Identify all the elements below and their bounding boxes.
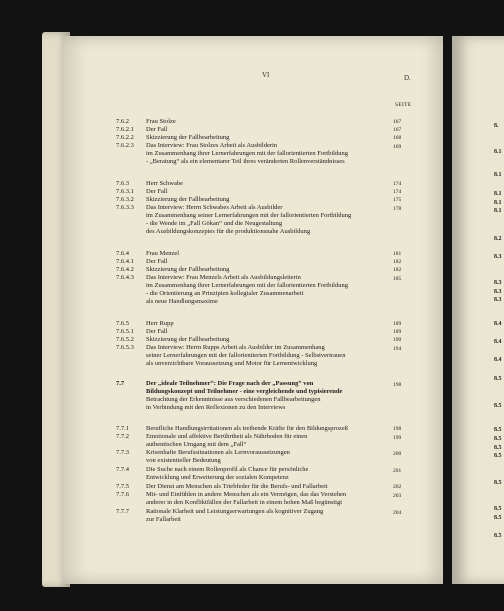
- toc-entry-title-line: Bildungskonzept und Teilnehmer - eine vergleichende und typisierende: [146, 388, 343, 395]
- toc-entry-title-line: Entwicklung und Erweiterung der sozialen Kompetenz: [146, 474, 289, 481]
- toc-entry-page-number: 198: [393, 426, 402, 432]
- toc-entry-page-number: 167: [393, 127, 402, 133]
- right-page-section-number: 8.2: [494, 236, 502, 242]
- book-page-right: [452, 36, 504, 584]
- right-page-section-number: 8.5: [494, 376, 502, 382]
- toc-entry-number: 7.6.3.1: [116, 188, 134, 195]
- toc-entry-title-line: als neue Handlungsmaxime: [146, 298, 218, 305]
- right-page-section-number: 8.4: [494, 321, 502, 327]
- toc-entry-page-number: 203: [393, 493, 402, 499]
- toc-entry-page-number: 181: [393, 251, 402, 257]
- column-header-seite: SEITE: [395, 102, 412, 108]
- toc-entry-page-number: 175: [393, 197, 402, 203]
- toc-entry-number: 7.7: [116, 380, 125, 387]
- toc-entry-title-line: Der Fall: [146, 188, 168, 195]
- toc-entry-number: 7.7.7: [116, 508, 129, 515]
- toc-entry-title-line: Skizzierung der Fallbearbeitung: [146, 134, 230, 141]
- right-page-section-number: 8.: [494, 123, 499, 129]
- toc-entry-title-line: in Verbindung mit den Reflexionen zu den Interviews: [146, 404, 286, 411]
- toc-entry-page-number: 190: [393, 337, 402, 343]
- toc-entry-number: 7.6.5.1: [116, 328, 134, 335]
- toc-entry-page-number: 204: [393, 510, 402, 516]
- toc-entry-number: 7.6.2.1: [116, 126, 134, 133]
- toc-entry-number: 7.7.2: [116, 433, 129, 440]
- toc-entry-title-line: im Zusammenhang ihrer Lernerfahrungen mit der fallorientierten Fortbildung: [146, 150, 348, 157]
- toc-entry-page-number: 182: [393, 267, 402, 273]
- right-page-section-number: 8.1: [494, 172, 502, 178]
- toc-entry-title-line: authentischen Umgang mit dem „Fall“: [146, 441, 247, 448]
- toc-entry-page-number: 198: [393, 382, 402, 388]
- toc-entry-title-line: des Ausbildungskonzeptes für die produktionsnahe Ausbildung: [146, 228, 311, 235]
- toc-entry-title-line: - die Orientierung an Prinzipien kollegialer Zusammenarbeit: [146, 290, 304, 297]
- toc-entry-number: 7.6.4: [116, 250, 129, 257]
- toc-entry-title-line: von existentieller Bedeutung: [146, 457, 221, 464]
- toc-entry-title-line: Der „ideale Teilnehmer“: Die Frage nach der „Passung“ von: [146, 380, 314, 387]
- toc-entry-number: 7.7.5: [116, 483, 129, 490]
- toc-entry-page-number: 201: [393, 468, 402, 474]
- toc-entry-title-line: anderer in den Konfliktfällen der Fallarbeit in einem hohen Maß begünstigt: [146, 499, 343, 506]
- toc-entry-page-number: 202: [393, 484, 402, 490]
- toc-entry-page-number: 182: [393, 259, 402, 265]
- right-page-section-number: 8.3: [494, 280, 502, 286]
- right-page-section-number: 8.1: [494, 208, 502, 214]
- page-number-roman: VI: [262, 71, 270, 79]
- toc-entry-title-line: Skizzierung der Fallbearbeitung: [146, 266, 230, 273]
- toc-entry-title-line: Herr Rupp: [146, 320, 174, 327]
- toc-entry-title-line: seiner Lernerfahrungen mit der fallorientierten Fortbildung - Selbstvertrauen: [146, 352, 346, 359]
- toc-entry-page-number: 167: [393, 119, 402, 125]
- right-page-section-number: 8.5: [494, 515, 502, 521]
- toc-entry-title-line: Die Suche nach einem Rollenprofil als Chance für persönliche: [146, 466, 309, 473]
- toc-entry-title-line: Das Interview: Herrn Rupps Arbeit als Ausbilder im Zusammenhang: [146, 344, 325, 351]
- right-page-section-number: 8.5: [494, 403, 502, 409]
- toc-entry-title-line: Skizzierung der Fallbearbeitung: [146, 196, 230, 203]
- toc-entry-title-line: Frau Menzel: [146, 250, 180, 257]
- toc-entry-title-line: Der Fall: [146, 328, 168, 335]
- toc-entry-number: 7.6.5.2: [116, 336, 134, 343]
- right-page-section-number: 8.5: [494, 445, 502, 451]
- toc-entry-title-line: Das Interview: Frau Stolzes Arbeit als Ausbilderin: [146, 142, 278, 149]
- right-page-section-number: 8.5: [494, 427, 502, 433]
- toc-entry-number: 7.6.4.3: [116, 274, 134, 281]
- right-page-section-number: 8.1: [494, 200, 502, 206]
- toc-entry-number: 7.6.5.3: [116, 344, 134, 351]
- right-page-section-number: 8.1: [494, 149, 502, 155]
- toc-entry-number: 7.6.5: [116, 320, 129, 327]
- toc-entry-title-line: Mit- und Einfühlen in andere Menschen als ein Vermögen, das das Verstehen: [146, 491, 347, 498]
- toc-entry-title-line: - „Beratung“ als ein elementarer Teil ihres veränderten Rollenverständnisses: [146, 158, 345, 165]
- toc-entry-title-line: Herr Schwabe: [146, 180, 183, 187]
- toc-entry-page-number: 169: [393, 144, 402, 150]
- right-page-section-number: 8.5: [494, 533, 502, 539]
- toc-entry-page-number: 189: [393, 321, 402, 327]
- toc-entry-page-number: 200: [393, 451, 402, 457]
- toc-entry-title-line: Der Dienst am Menschen als Triebfeder für die Berufs- und Fallarbeit: [146, 483, 328, 490]
- right-page-section-number: 8.3: [494, 289, 502, 295]
- toc-entry-page-number: 174: [393, 181, 402, 187]
- toc-entry-number: 7.6.3.3: [116, 204, 134, 211]
- toc-entry-title-line: Rationale Klarheit und Leistungserwartungen als kognitiver Zugang: [146, 508, 324, 515]
- toc-entry-title-line: als unverzichtbare Voraussetzung und Motor für Lernentwicklung: [146, 360, 318, 367]
- toc-entry-title-line: Emotionale und affektive Berührtheit als Nährboden für einen: [146, 433, 308, 440]
- toc-entry-title-line: Skizzierung der Fallbearbeitung: [146, 336, 230, 343]
- right-page-section-number: 8.3: [494, 297, 502, 303]
- toc-entry-page-number: 174: [393, 189, 402, 195]
- toc-entry-title-line: Frau Stolze: [146, 118, 176, 125]
- toc-entry-title-line: - die Wende im „Fall Gökan“ und die Neugestaltung: [146, 220, 283, 227]
- toc-entry-title-line: zur Fallarbeit: [146, 516, 181, 523]
- right-page-section-number: 8.5: [494, 436, 502, 442]
- toc-entry-title-line: Der Fall: [146, 126, 168, 133]
- toc-entry-number: 7.6.3: [116, 180, 129, 187]
- right-page-section-number: 8.4: [494, 357, 502, 363]
- toc-entry-title-line: Das Interview: Frau Menzels Arbeit als Ausbildungsleiterin: [146, 274, 301, 281]
- toc-entry-number: 7.6.4.2: [116, 266, 134, 273]
- toc-entry-page-number: 178: [393, 206, 402, 212]
- toc-entry-page-number: 199: [393, 435, 402, 441]
- running-header-letter: D.: [404, 74, 411, 82]
- toc-entry-number: 7.6.2: [116, 118, 129, 125]
- toc-entry-page-number: 194: [393, 346, 402, 352]
- toc-entry-title-line: Betrachtung der Erkenntnisse aus verschiedenen Fallbearbeitungen: [146, 396, 321, 403]
- right-page-section-number: 8.4: [494, 339, 502, 345]
- toc-entry-number: 7.6.2.2: [116, 134, 134, 141]
- toc-entry-number: 7.6.3.2: [116, 196, 134, 203]
- toc-entry-number: 7.7.4: [116, 466, 129, 473]
- toc-entry-number: 7.7.1: [116, 425, 129, 432]
- toc-entry-page-number: 189: [393, 329, 402, 335]
- right-page-section-number: 8.5: [494, 506, 502, 512]
- toc-entry-page-number: 185: [393, 276, 402, 282]
- toc-entry-title-line: Das Interview: Herrn Schwabes Arbeit als Ausbilder: [146, 204, 283, 211]
- toc-entry-title-line: Berufliche Handlungsirritationen als treibende Kräfte für den Bildungsprozeß: [146, 425, 348, 432]
- toc-entry-title-line: Krisenhafte Berufssituationen als Lernvoraussetzungen: [146, 449, 290, 456]
- toc-entry-number: 7.6.4.1: [116, 258, 134, 265]
- toc-entry-number: 7.7.3: [116, 449, 129, 456]
- right-page-section-number: 8.3: [494, 254, 502, 260]
- toc-entry-number: 7.6.2.3: [116, 142, 134, 149]
- right-page-section-number: 8.5: [494, 480, 502, 486]
- toc-entry-page-number: 168: [393, 135, 402, 141]
- toc-entry-number: 7.7.6: [116, 491, 129, 498]
- toc-entry-title-line: im Zusammenhang ihrer Lernerfahrungen mit der fallorientierten Fortbildung: [146, 282, 348, 289]
- toc-entry-title-line: Der Fall: [146, 258, 168, 265]
- right-page-section-number: 8.1: [494, 191, 502, 197]
- toc-entry-title-line: im Zusammenhang seiner Lernerfahrungen mit der fallorientierten Fortbildung: [146, 212, 352, 219]
- right-page-section-number: 8.5: [494, 453, 502, 459]
